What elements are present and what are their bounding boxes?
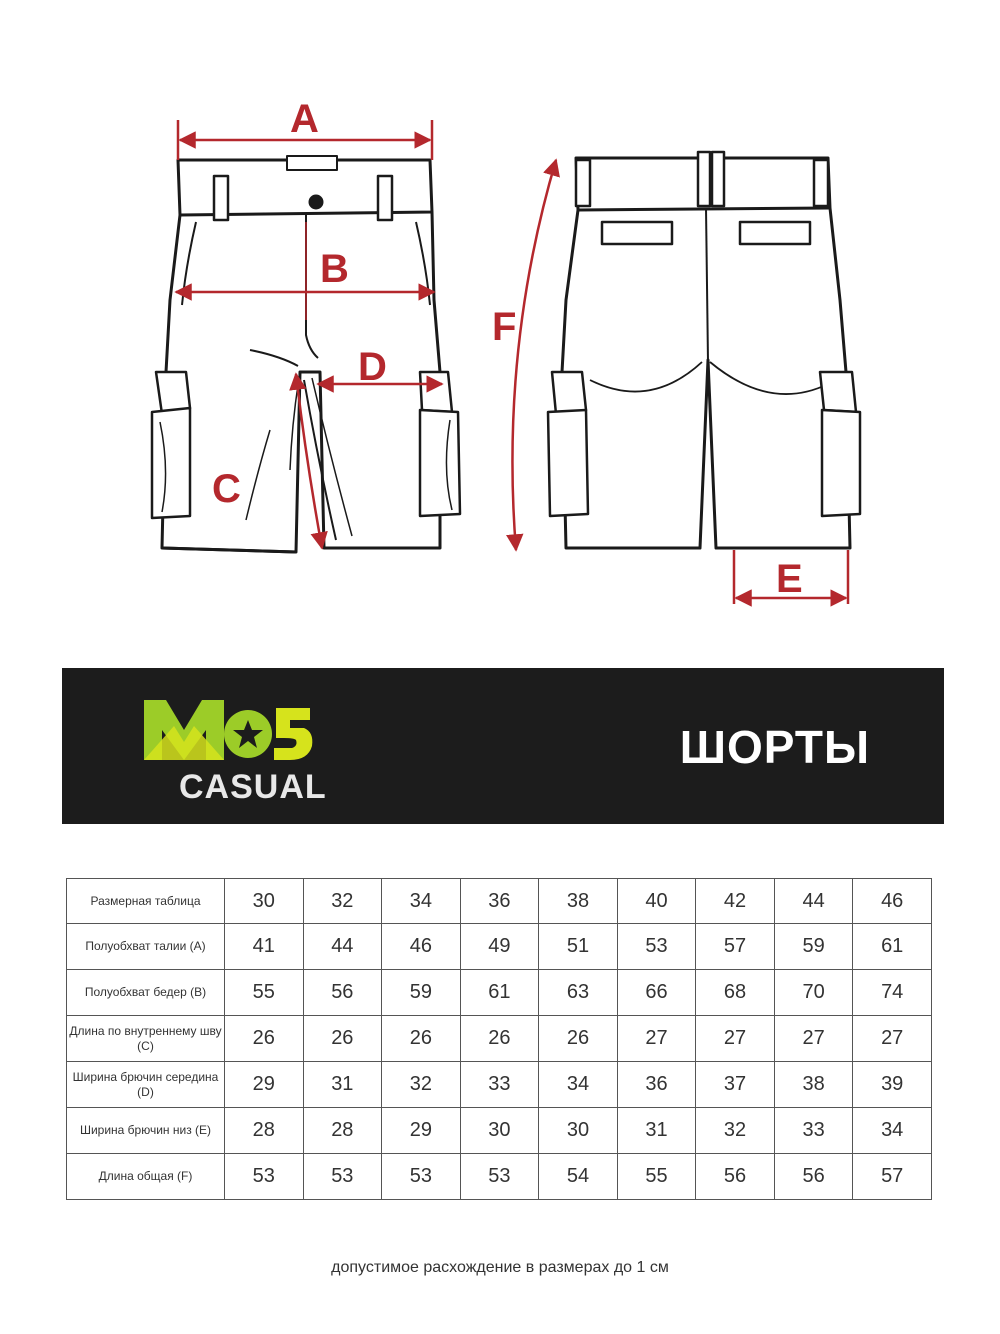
table-row bbox=[67, 924, 932, 970]
table-cell: 53 bbox=[303, 1154, 382, 1200]
table-cell: 31 bbox=[617, 1108, 696, 1154]
row-label: Ширина брючин середина (D) bbox=[67, 1062, 225, 1108]
table-header-label: Размерная таблица bbox=[67, 879, 225, 924]
table-cell: 29 bbox=[225, 1062, 304, 1108]
measure-c-line bbox=[296, 374, 322, 548]
table-cell: 26 bbox=[460, 1016, 539, 1062]
table-cell: 56 bbox=[774, 1154, 853, 1200]
table-cell: 57 bbox=[853, 1154, 932, 1200]
table-cell: 49 bbox=[460, 924, 539, 970]
table-cell: 30 bbox=[539, 1108, 618, 1154]
table-cell: 37 bbox=[696, 1062, 775, 1108]
table-cell: 46 bbox=[382, 924, 461, 970]
table-cell: 28 bbox=[225, 1108, 304, 1154]
table-cell: 27 bbox=[696, 1016, 775, 1062]
table-cell: 53 bbox=[225, 1154, 304, 1200]
size-header-cell: 30 bbox=[225, 879, 304, 924]
table-cell: 70 bbox=[774, 970, 853, 1016]
size-header-cell: 46 bbox=[853, 879, 932, 924]
table-cell: 53 bbox=[617, 924, 696, 970]
table-cell: 44 bbox=[303, 924, 382, 970]
size-header-cell: 36 bbox=[460, 879, 539, 924]
table-cell: 32 bbox=[382, 1062, 461, 1108]
table-cell: 74 bbox=[853, 970, 932, 1016]
label-b: B bbox=[320, 247, 349, 291]
table-row bbox=[67, 1016, 932, 1062]
row-label: Длина по внутреннему шву (C) bbox=[67, 1016, 225, 1062]
table-cell: 39 bbox=[853, 1062, 932, 1108]
table-cell: 56 bbox=[696, 1154, 775, 1200]
brand-subtitle: CASUAL bbox=[179, 768, 327, 806]
size-header-cell: 40 bbox=[617, 879, 696, 924]
table-cell: 55 bbox=[617, 1154, 696, 1200]
back-view-drawing bbox=[548, 152, 860, 548]
table-cell: 53 bbox=[382, 1154, 461, 1200]
label-d: D bbox=[358, 345, 387, 389]
size-header-cell: 38 bbox=[539, 879, 618, 924]
table-cell: 68 bbox=[696, 970, 775, 1016]
table-cell: 66 bbox=[617, 970, 696, 1016]
product-title: ШОРТЫ bbox=[679, 721, 870, 773]
table-cell: 61 bbox=[460, 970, 539, 1016]
table-cell: 27 bbox=[774, 1016, 853, 1062]
table-cell: 26 bbox=[382, 1016, 461, 1062]
table-cell: 26 bbox=[539, 1016, 618, 1062]
table-cell: 56 bbox=[303, 970, 382, 1016]
size-header-cell: 34 bbox=[382, 879, 461, 924]
table-cell: 33 bbox=[460, 1062, 539, 1108]
row-label: Полуобхват талии (А) bbox=[67, 924, 225, 970]
table-cell: 27 bbox=[617, 1016, 696, 1062]
table-cell: 53 bbox=[460, 1154, 539, 1200]
size-header-cell: 42 bbox=[696, 879, 775, 924]
size-header-cell: 32 bbox=[303, 879, 382, 924]
table-cell: 26 bbox=[303, 1016, 382, 1062]
brand-banner bbox=[62, 668, 944, 824]
table-cell: 59 bbox=[382, 970, 461, 1016]
table-cell: 61 bbox=[853, 924, 932, 970]
table-cell: 32 bbox=[696, 1108, 775, 1154]
table-header-row bbox=[67, 879, 932, 924]
m65-logo bbox=[144, 690, 314, 770]
table-cell: 29 bbox=[382, 1108, 461, 1154]
label-f: F bbox=[492, 305, 517, 349]
table-row bbox=[67, 970, 932, 1016]
row-label: Полуобхват бедер (B) bbox=[67, 970, 225, 1016]
size-header-cell: 44 bbox=[774, 879, 853, 924]
label-e: E bbox=[776, 557, 803, 601]
table-cell: 59 bbox=[774, 924, 853, 970]
table-cell: 26 bbox=[225, 1016, 304, 1062]
size-table bbox=[66, 878, 932, 1200]
row-label: Длина общая (F) bbox=[67, 1154, 225, 1200]
table-cell: 31 bbox=[303, 1062, 382, 1108]
table-cell: 28 bbox=[303, 1108, 382, 1154]
label-c: C bbox=[212, 467, 241, 511]
label-a: A bbox=[290, 97, 319, 141]
table-cell: 41 bbox=[225, 924, 304, 970]
table-row bbox=[67, 1062, 932, 1108]
table-cell: 33 bbox=[774, 1108, 853, 1154]
table-cell: 38 bbox=[774, 1062, 853, 1108]
table-row bbox=[67, 1154, 932, 1200]
row-label: Ширина брючин низ (E) bbox=[67, 1108, 225, 1154]
shorts-measurement-diagram bbox=[0, 0, 1000, 640]
table-cell: 57 bbox=[696, 924, 775, 970]
table-cell: 34 bbox=[853, 1108, 932, 1154]
table-cell: 51 bbox=[539, 924, 618, 970]
table-cell: 54 bbox=[539, 1154, 618, 1200]
tolerance-note: допустимое расхождение в размерах до 1 см bbox=[331, 1259, 669, 1276]
table-cell: 34 bbox=[539, 1062, 618, 1108]
table-cell: 63 bbox=[539, 970, 618, 1016]
front-view-drawing bbox=[152, 156, 460, 552]
table-cell: 55 bbox=[225, 970, 304, 1016]
table-cell: 36 bbox=[617, 1062, 696, 1108]
table-cell: 27 bbox=[853, 1016, 932, 1062]
table-cell: 30 bbox=[460, 1108, 539, 1154]
table-row bbox=[67, 1108, 932, 1154]
